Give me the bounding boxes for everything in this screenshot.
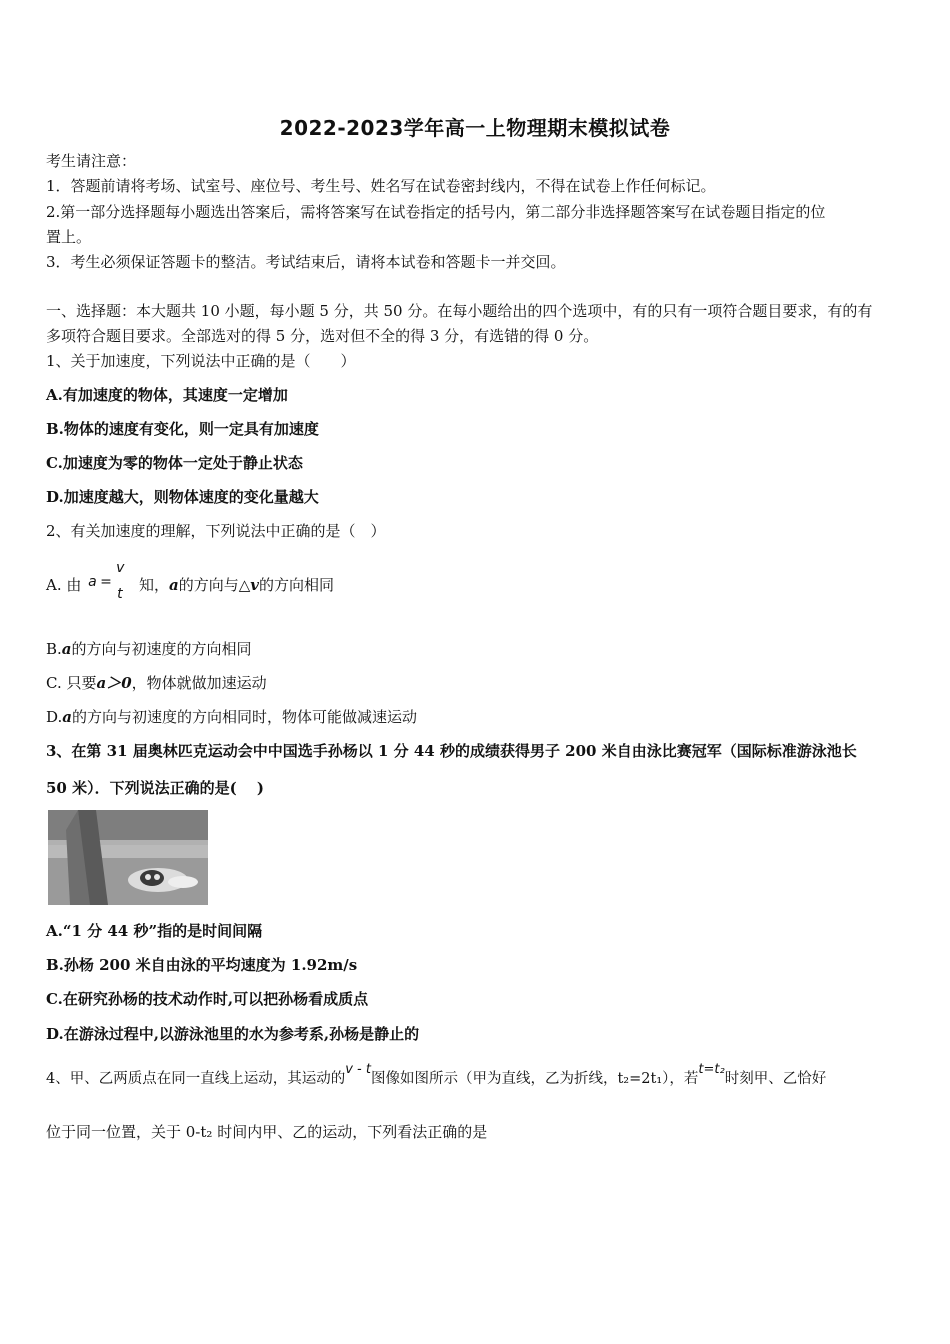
question-3-option-a: A.“1 分 44 秒”指的是时间间隔 — [46, 922, 263, 940]
q4-part1: 4、甲、乙两质点在同一直线上运动，其运动的 — [46, 1071, 346, 1087]
option-b-prefix: B. — [46, 640, 62, 658]
option-a-end: 的方向相同 — [258, 576, 334, 594]
formula-t: t — [698, 1062, 704, 1077]
question-2-option-a — [46, 560, 908, 607]
question-3-stem-line2: 50 米）．下列说法正确的是( ) — [46, 779, 265, 797]
q4-part2: 图像如图所示（甲为直线，乙为折线，t₂=2t₁），若 — [370, 1071, 699, 1087]
question-2-stem: 2、有关加速度的理解，下列说法中正确的是（ ） — [46, 522, 386, 540]
notice-heading: 考生请注意： — [46, 152, 137, 170]
question-3-option-d: D.在游泳过程中,以游泳池里的水为参考系,孙杨是静止的 — [46, 1025, 420, 1043]
option-d-rest: 的方向与初速度的方向相同时，物体可能做减速运动 — [72, 708, 418, 726]
question-2-option-b — [46, 638, 908, 660]
formula-a-equals-v-over-t — [86, 560, 134, 606]
question-4-stem-line1 — [46, 1062, 908, 1091]
formula-t2: t₂ — [714, 1062, 725, 1077]
notice-item-2-cont: 置上。 — [46, 228, 92, 246]
option-b-rest: 的方向与初速度的方向相同 — [71, 640, 252, 658]
swimmer-illustration — [48, 810, 208, 905]
option-a-rest: 的方向与△ — [178, 576, 251, 594]
question-2-option-c — [46, 672, 908, 694]
option-c-prefix: C. 只要 — [46, 674, 97, 692]
formula-equals: = — [100, 574, 112, 590]
formula-v-t: v - t — [345, 1062, 371, 1077]
formula-denominator: t — [117, 586, 123, 602]
question-1-stem: 1、关于加速度，下列说法中正确的是（ ） — [46, 352, 356, 370]
question-1-option-d: D.加速度越大，则物体速度的变化量越大 — [46, 488, 319, 506]
var-v: v — [250, 576, 259, 594]
formula-a: a — [88, 574, 97, 590]
notice-item-3: 3．考生必须保证答题卡的整洁。考试结束后，请将本试卷和答题卡一并交回。 — [46, 253, 566, 271]
question-2-option-d — [46, 706, 908, 728]
question-1-option-b: B.物体的速度有变化，则一定具有加速度 — [46, 420, 319, 438]
question-1-option-c: C.加速度为零的物体一定处于静止状态 — [46, 454, 303, 472]
swimmer-photo — [48, 810, 208, 905]
question-1-option-a: A.有加速度的物体，其速度一定增加 — [46, 386, 288, 404]
var-a-gt-0: a＞0 — [96, 674, 132, 692]
section-instructions-line1: 一、选择题：本大题共 10 小题，每小题 5 分，共 50 分。在每小题给出的四个选项中，有的只有一项符合题目要求，有的有 — [46, 302, 873, 320]
question-3-option-c: C.在研究孙杨的技术动作时,可以把孙杨看成质点 — [46, 990, 369, 1008]
var-a: a — [62, 708, 72, 726]
var-a: a — [61, 640, 72, 658]
page-title: 2022-2023学年高一上物理期末模拟试卷 — [279, 116, 671, 140]
question-4-stem-line2: 位于同一位置，关于 0-t₂ 时间内甲、乙的运动，下列看法正确的是 — [46, 1123, 488, 1141]
notice-item-2: 2.第一部分选择题每小题选出答案后，需将答案写在试卷指定的括号内，第二部分非选择题答案写在试卷题目指定的位 — [46, 203, 826, 221]
section-instructions-line2: 多项符合题目要求。全部选对的得 5 分，选对但不全的得 3 分，有选错的得 0 分。 — [46, 327, 599, 345]
option-a-prefix: A. 由 — [46, 576, 82, 594]
option-c-rest: ，物体就做加速运动 — [131, 674, 267, 692]
formula-t-equals: = — [703, 1062, 715, 1077]
notice-item-1: 1．答题前请将考场、试室号、座位号、考生号、姓名写在试卷密封线内，不得在试卷上作任何标记。 — [46, 177, 716, 195]
question-3-option-b: B.孙杨 200 米自由泳的平均速度为 1.92m/s — [46, 956, 358, 974]
option-a-mid: 知， — [138, 576, 169, 594]
option-d-prefix: D. — [46, 708, 63, 726]
var-a: a — [168, 576, 179, 594]
q4-part3: 时刻甲、乙恰好 — [724, 1071, 827, 1087]
formula-numerator: v — [116, 560, 125, 576]
question-3-stem-line1: 3、在第 31 届奥林匹克运动会中中国选手孙杨以 1 分 44 秒的成绩获得男子 200 米自由泳比赛冠军（国际标准游泳池长 — [46, 742, 857, 760]
